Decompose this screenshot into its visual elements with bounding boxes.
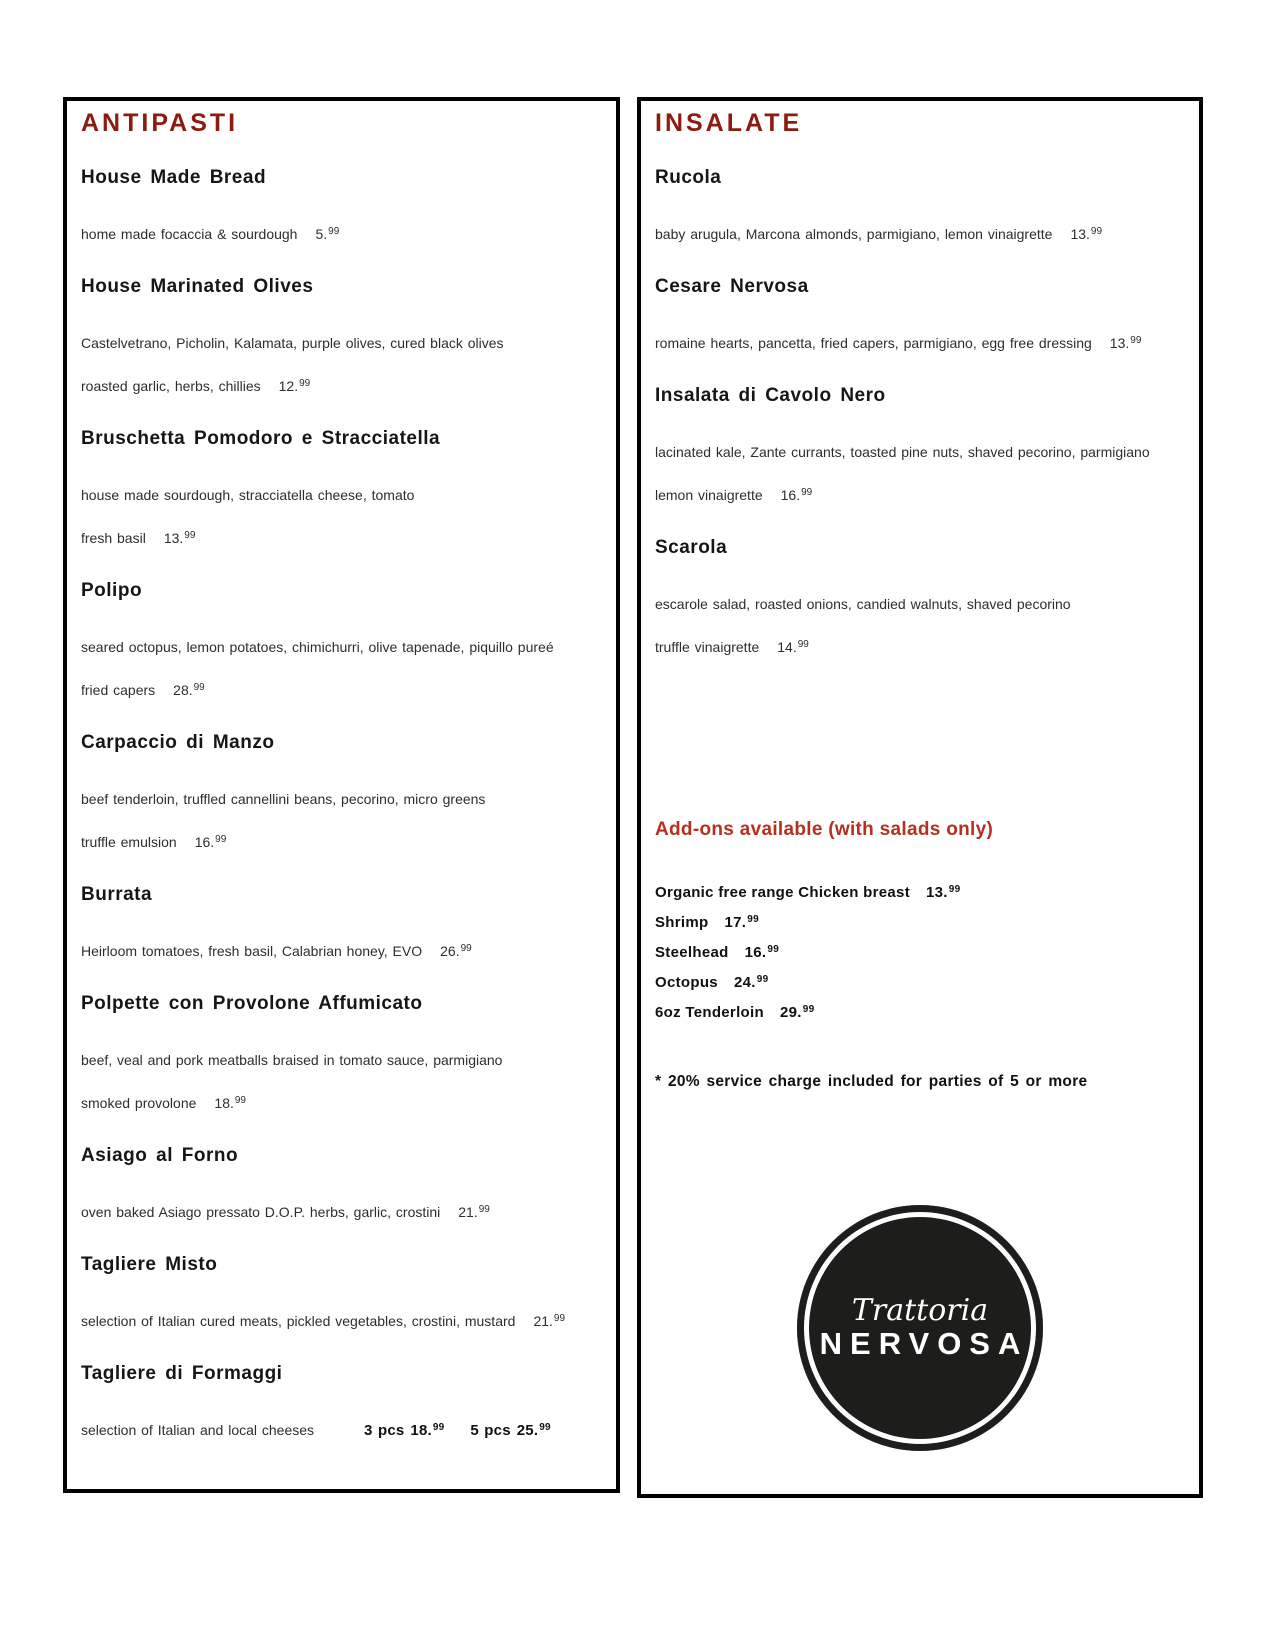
price-main: 13. — [1070, 226, 1090, 242]
price-cents: 99 — [767, 944, 780, 955]
price-cents: 99 — [193, 682, 205, 693]
price-cents: 99 — [184, 530, 196, 541]
price-main: 13. — [163, 530, 184, 546]
antipasti-section — [63, 97, 620, 1493]
item-name: Carpaccio di Manzo — [81, 732, 275, 753]
addon-name: Steelhead — [655, 944, 729, 961]
price-main: 24. — [733, 974, 756, 991]
item-price — [214, 1095, 246, 1111]
item-name: Tagliere Misto — [81, 1254, 218, 1275]
item-desc-text: romaine hearts, pancetta, fried capers, parmigiano, egg free dressing — [655, 335, 1092, 351]
price-cents: 99 — [1090, 226, 1103, 237]
price-option-label: 5 pcs — [470, 1422, 511, 1439]
item-name: Scarola — [655, 537, 728, 558]
menu-item — [81, 1146, 602, 1224]
menu-item — [81, 429, 602, 550]
price-main: 18. — [410, 1422, 432, 1439]
item-desc-line — [81, 1094, 602, 1115]
addon-item — [655, 885, 1185, 903]
addon-item — [655, 915, 1185, 933]
item-desc-text: truffle emulsion — [81, 834, 177, 850]
item-name: House Made Bread — [81, 167, 267, 188]
price-main: 18. — [214, 1095, 234, 1111]
item-desc-text: selection of Italian and local cheeses — [81, 1422, 315, 1438]
price-option — [470, 1422, 550, 1439]
item-price — [164, 530, 196, 546]
addon-price — [724, 914, 759, 931]
item-name: Asiago al Forno — [81, 1145, 239, 1166]
price-cents: 99 — [328, 226, 340, 237]
price-cents: 99 — [1130, 335, 1142, 346]
item-price — [777, 639, 809, 655]
item-desc-text: seared octopus, lemon potatoes, chimichurri, olive tapenade, piquillo pureé — [81, 639, 554, 655]
item-desc-line — [655, 334, 1185, 355]
item-desc-text: beef tenderloin, truffled cannellini beans, pecorino, micro greens — [81, 791, 486, 807]
item-desc-line — [81, 1421, 602, 1442]
price-option-label: 3 pcs — [364, 1422, 405, 1439]
price-cents: 99 — [553, 1313, 566, 1324]
item-price — [410, 1422, 444, 1439]
item-desc-text: selection of Italian cured meats, pickled vegetables, crostini, mustard — [81, 1313, 516, 1329]
addon-name: Organic free range Chicken breast — [655, 884, 910, 901]
item-name: Cesare Nervosa — [655, 276, 809, 297]
item-desc-line — [81, 486, 602, 505]
item-desc-text: escarole salad, roasted onions, candied walnuts, shaved pecorino — [655, 596, 1071, 612]
item-price — [1070, 226, 1102, 242]
price-main: 5. — [315, 226, 328, 242]
item-desc-line — [81, 638, 602, 657]
price-main: 28. — [173, 682, 193, 698]
addon-price — [780, 1004, 815, 1021]
item-desc-line — [81, 225, 602, 246]
addon-item — [655, 1005, 1185, 1023]
item-desc-line — [81, 1203, 602, 1224]
item-price — [458, 1204, 490, 1220]
item-desc-line — [655, 225, 1185, 246]
item-desc-text: Heirloom tomatoes, fresh basil, Calabrian honey, EVO — [81, 943, 423, 959]
item-desc-line — [655, 638, 1185, 659]
price-cents: 99 — [801, 487, 813, 498]
service-note: * 20% service charge included for parties of 5 or more — [655, 1073, 1088, 1090]
menu-item — [81, 733, 602, 854]
price-cents: 99 — [539, 1422, 551, 1433]
item-desc-text: lemon vinaigrette — [655, 487, 763, 503]
logo-script-text: Trattoria — [851, 1293, 989, 1328]
addon-item — [655, 975, 1185, 993]
item-desc-line — [81, 681, 602, 702]
price-main: 29. — [779, 1004, 802, 1021]
price-main: 12. — [278, 378, 299, 394]
menu-item — [81, 885, 602, 963]
price-cents: 99 — [747, 914, 759, 925]
price-cents: 99 — [802, 1004, 815, 1015]
logo-container — [655, 1205, 1185, 1451]
menu-item — [655, 277, 1185, 355]
price-option — [364, 1422, 444, 1439]
item-name: House Marinated Olives — [81, 276, 314, 297]
item-name: Bruschetta Pomodoro e Stracciatella — [81, 428, 441, 449]
item-desc-text: home made focaccia & sourdough — [81, 226, 298, 242]
addons-heading: Add-ons available (with salads only) — [655, 819, 994, 840]
price-cents: 99 — [215, 834, 227, 845]
menu-item — [81, 277, 602, 398]
item-desc-line — [81, 334, 602, 353]
price-main: 26. — [440, 943, 460, 959]
addon-name: Octopus — [655, 974, 718, 991]
item-desc-line — [655, 443, 1185, 462]
menu-item — [81, 1364, 602, 1442]
item-desc-text: fried capers — [81, 682, 156, 698]
item-price — [279, 378, 311, 394]
price-cents: 99 — [478, 1204, 490, 1215]
item-price — [195, 834, 227, 850]
item-name: Polpette con Provolone Affumicato — [81, 993, 423, 1014]
menu-item — [81, 994, 602, 1115]
addon-price — [926, 884, 961, 901]
item-name: Burrata — [81, 884, 153, 905]
addon-price — [745, 944, 780, 961]
item-price — [517, 1422, 551, 1439]
price-cents: 99 — [432, 1422, 445, 1433]
item-desc-line — [81, 1051, 602, 1070]
price-main: 16. — [744, 944, 767, 961]
item-desc-line — [655, 486, 1185, 507]
item-desc-text: Castelvetrano, Picholin, Kalamata, purple olives, cured black olives — [81, 335, 504, 351]
insalate-section — [637, 97, 1203, 1498]
restaurant-logo — [797, 1205, 1043, 1451]
item-price — [781, 487, 813, 503]
item-desc-line — [655, 595, 1185, 614]
item-price — [440, 943, 472, 959]
item-price — [1110, 335, 1142, 351]
addon-name: 6oz Tenderloin — [655, 1004, 764, 1021]
menu-item — [81, 1255, 602, 1333]
price-main: 13. — [1109, 335, 1130, 351]
price-cents: 99 — [797, 639, 809, 650]
antipasti-title: ANTIPASTI — [81, 109, 239, 137]
price-main: 21. — [533, 1313, 553, 1329]
item-desc-text: roasted garlic, herbs, chillies — [81, 378, 261, 394]
item-desc-line — [81, 377, 602, 398]
price-main: 16. — [780, 487, 801, 503]
item-name: Tagliere di Formaggi — [81, 1363, 283, 1384]
price-main: 16. — [194, 834, 215, 850]
menu-item — [655, 386, 1185, 507]
price-main: 14. — [777, 639, 797, 655]
price-main: 21. — [458, 1204, 478, 1220]
item-name: Rucola — [655, 167, 722, 188]
price-cents: 99 — [948, 884, 961, 895]
item-price — [315, 226, 339, 242]
item-desc-line — [81, 1312, 602, 1333]
item-price — [533, 1313, 565, 1329]
item-desc-text: truffle vinaigrette — [655, 639, 760, 655]
item-desc-line — [81, 529, 602, 550]
addon-item — [655, 945, 1185, 963]
item-name: Polipo — [81, 580, 143, 601]
item-desc-text: smoked provolone — [81, 1095, 197, 1111]
insalate-title: INSALATE — [655, 109, 803, 137]
item-name: Insalata di Cavolo Nero — [655, 385, 886, 406]
price-cents: 99 — [234, 1095, 246, 1106]
menu-item — [81, 168, 602, 246]
item-desc-line — [81, 833, 602, 854]
item-desc-line — [81, 790, 602, 809]
price-main: 25. — [516, 1422, 539, 1439]
item-desc-text: lacinated kale, Zante currants, toasted pine nuts, shaved pecorino, parmigiano — [655, 444, 1150, 460]
addon-price — [734, 974, 769, 991]
price-main: 13. — [926, 884, 948, 901]
item-desc-text: baby arugula, Marcona almonds, parmigiano, lemon vinaigrette — [655, 226, 1053, 242]
item-desc-text: fresh basil — [81, 530, 146, 546]
item-desc-text: oven baked Asiago pressato D.O.P. herbs, garlic, crostini — [81, 1204, 441, 1220]
addons-section — [655, 820, 1185, 1023]
menu-item — [655, 168, 1185, 246]
addon-name: Shrimp — [655, 914, 709, 931]
logo-name-text: NERVOSA — [819, 1326, 1029, 1361]
item-desc-text: house made sourdough, stracciatella cheese, tomato — [81, 487, 415, 503]
item-desc-line — [81, 942, 602, 963]
menu-item — [81, 581, 602, 702]
price-cents: 99 — [299, 378, 311, 389]
price-cents: 99 — [460, 943, 472, 954]
item-desc-text: beef, veal and pork meatballs braised in tomato sauce, parmigiano — [81, 1052, 503, 1068]
item-price — [173, 682, 205, 698]
menu-item — [655, 538, 1185, 659]
price-main: 17. — [724, 914, 747, 931]
price-cents: 99 — [756, 974, 769, 985]
